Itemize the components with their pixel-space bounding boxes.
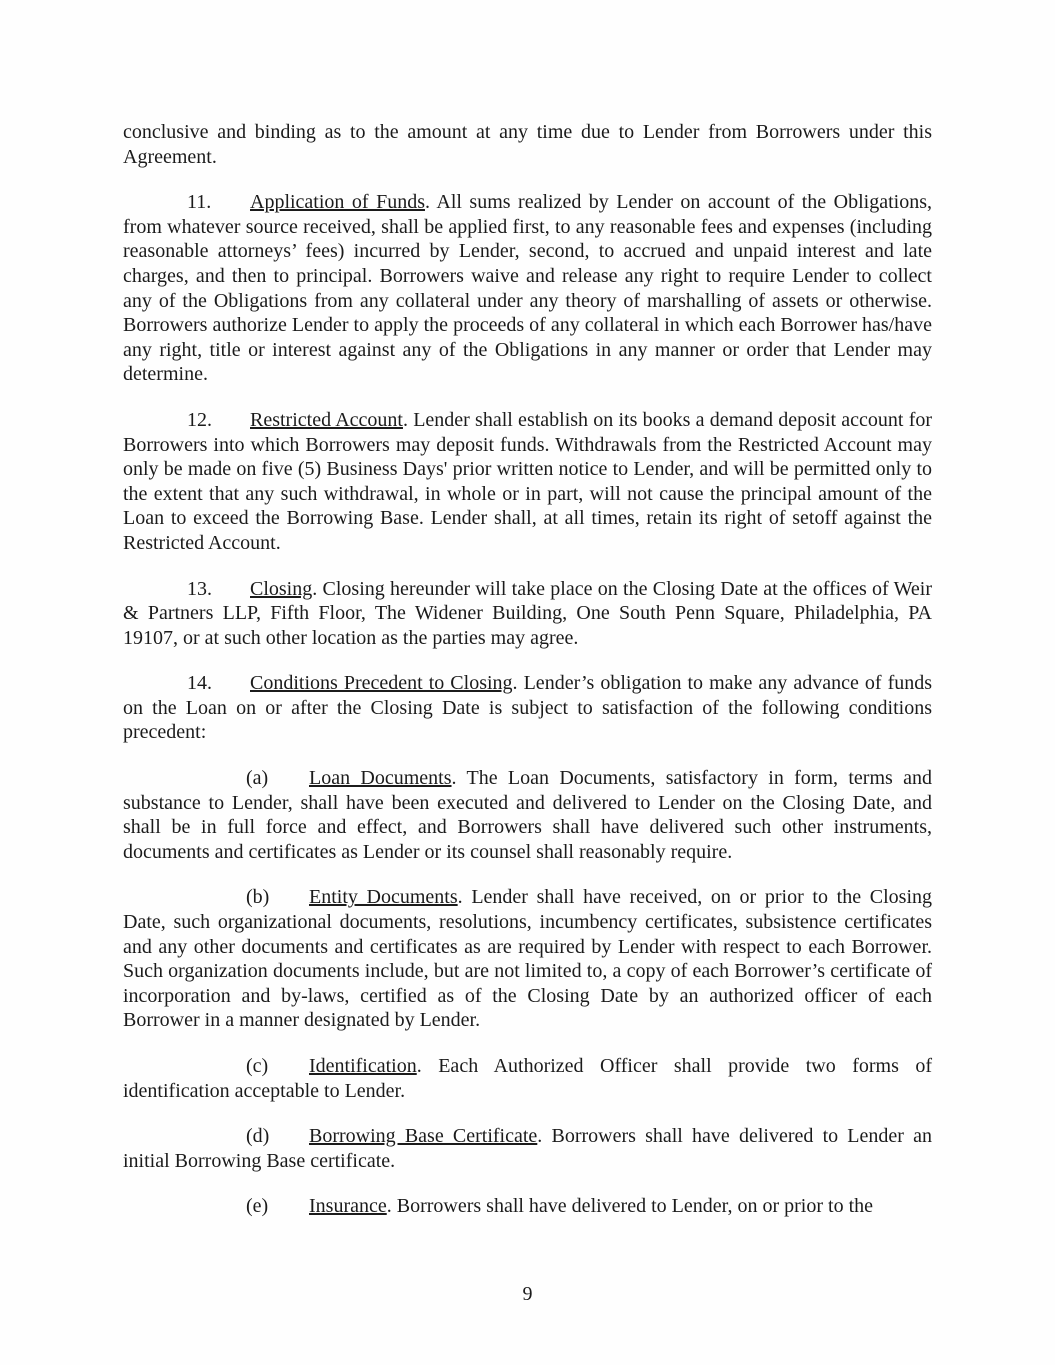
paragraph-heading-separator: .: [312, 577, 323, 600]
paragraph-heading: Identification: [309, 1055, 417, 1077]
document-text: [123, 120, 932, 1219]
paragraph: [123, 1054, 932, 1103]
paragraph-heading: Borrowing Base Certificate: [309, 1125, 538, 1148]
paragraph: [123, 766, 932, 864]
paragraph-text: Borrowers shall have delivered to Lender an initial Borrowing Base certificate.: [123, 1125, 932, 1172]
paragraph-heading-separator: .: [451, 767, 467, 790]
paragraph-heading-separator: .: [537, 1125, 552, 1148]
paragraph-heading-separator: .: [457, 886, 472, 909]
paragraph-text: Lender shall have received, on or prior to the Closing Date, such organizational documents, resolutions, incumbency certificates, subsistence certificates and any other documents and certificates as are required by Lender with respect to each Borrower. Such organization documents include, but are not limited to, a copy of each Borrower’s certificate of incorporation and by-laws, certified as of the Closing Date by an authorized officer of each Borrower in a manner designated by Lender.: [123, 886, 932, 1032]
paragraph: [123, 1194, 932, 1219]
paragraph-number: 12.: [187, 408, 212, 431]
page-number: 9: [522, 1283, 533, 1306]
paragraph-text: The Loan Documents, satisfactory in form, terms and substance to Lender, shall have been executed and delivered to Lender on the Closing Date, and shall be in full force and effect, and Borrowers shall have delivered such other instruments, documents and certificates as Lender or its counsel shall reasonably require.: [123, 767, 932, 863]
paragraph-heading-separator: .: [512, 672, 524, 695]
paragraph-text: Closing hereunder will take place on the Closing Date at the offices of Weir & Partners LLP, Fifth Floor, The Widener Building, One South Penn Square, Philadelphia, PA 19107, or at such other location as the parties may agree.: [123, 577, 932, 649]
paragraph: [123, 1124, 932, 1173]
paragraph-heading: Insurance: [309, 1195, 387, 1218]
paragraph-text: Each Authorized Officer shall provide two forms of identification acceptable to Lender.: [123, 1055, 932, 1102]
paragraph-heading-separator: .: [416, 1055, 439, 1077]
paragraph: [123, 408, 932, 556]
paragraph-heading: Entity Documents: [309, 886, 458, 909]
paragraph-number: (a): [246, 767, 269, 790]
paragraph-text: Lender shall establish on its books a demand deposit account for Borrowers into which Borrowers may deposit funds. Withdrawals from the Restricted Account may only be made on five (5) Business Days' prior written notice to Lender, and will be permitted only to the extent that any such withdrawal, in whole or in part, will not cause the principal amount of the Loan to exceed the Borrowing Base. Lender shall, at all times, retain its right of setoff against the Restricted Account.: [123, 408, 933, 554]
paragraph-heading: Application of Funds: [250, 191, 425, 214]
paragraph-number: 11.: [187, 191, 212, 214]
page-footer: [0, 1282, 1055, 1307]
paragraph-number: 13.: [187, 577, 212, 600]
paragraph-heading: Restricted Account: [250, 408, 403, 431]
paragraph: [123, 885, 932, 1033]
paragraph-heading-separator: .: [402, 408, 414, 431]
paragraph: [123, 671, 932, 745]
paragraph: [123, 120, 932, 169]
paragraph-heading: Closing: [250, 577, 313, 600]
paragraph-text: All sums realized by Lender on account of the Obligations, from whatever source received, shall be applied first, to any reasonable fees and expenses (including reasonable attorneys’ fees) incurred by Lender, second, to accrued and unpaid interest and late charges, and then to principal. Borrowers waive and release any right to require Lender to collect any of the Obligations from any collateral under any theory of marshalling of assets or otherwise. Borrowers authorize Lender to apply the proceeds of any collateral in which each Borrower has/have any right, title or interest against any of the Obligations in any manner or order that Lender may determine.: [123, 191, 932, 386]
paragraph-number: (b): [246, 886, 270, 909]
paragraph-heading-separator: .: [424, 191, 437, 214]
paragraph-heading-separator: .: [386, 1195, 397, 1218]
paragraph-number: 14.: [187, 672, 212, 695]
paragraph: [123, 190, 932, 387]
paragraph-heading: Conditions Precedent to Closing: [250, 672, 513, 695]
paragraph-text: Borrowers shall have delivered to Lender, on or prior to the: [396, 1195, 874, 1218]
paragraph-text: Lender’s obligation to make any advance of funds on the Loan on or after the Closing Date is subject to satisfaction of the following conditions precedent:: [123, 672, 933, 744]
paragraph-number: (d): [246, 1125, 270, 1148]
paragraph-text: conclusive and binding as to the amount at any time due to Lender from Borrowers under this Agreement.: [123, 121, 932, 168]
paragraph-heading: Loan Documents: [309, 767, 452, 790]
paragraph-number: (e): [246, 1195, 269, 1218]
paragraph: [123, 577, 932, 651]
paragraph-number: (c): [246, 1055, 269, 1077]
